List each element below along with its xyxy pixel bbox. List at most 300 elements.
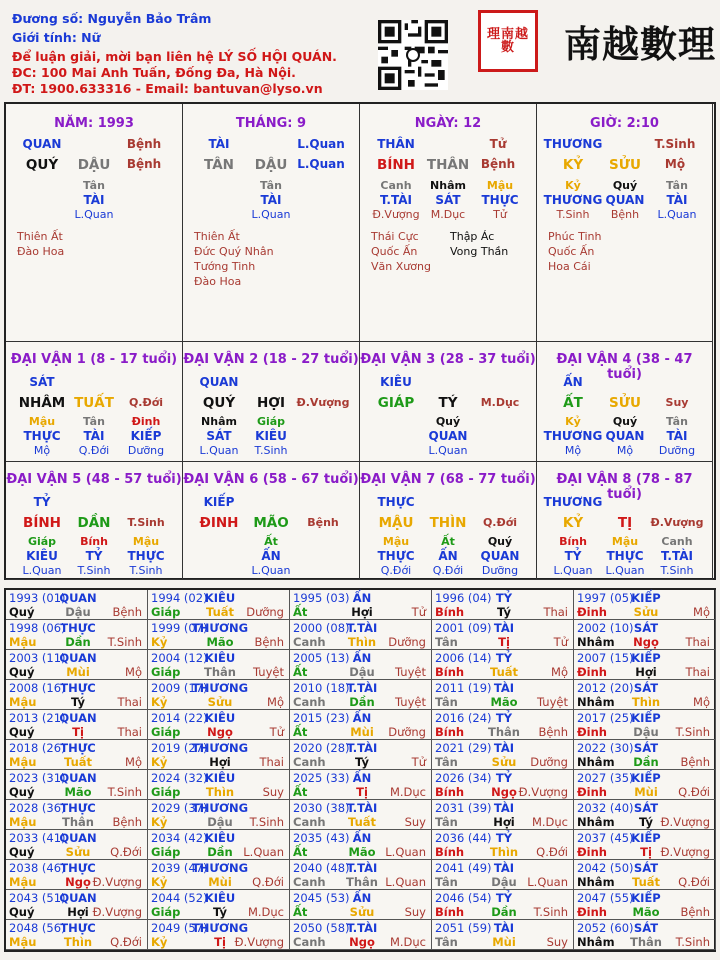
year-cell <box>6 890 148 920</box>
year-stage: M.Dục <box>531 815 568 829</box>
auspicious-star: Hoa Cái <box>548 260 591 273</box>
pillar-cell <box>6 104 183 342</box>
dai-van-stage: Bệnh <box>307 516 339 529</box>
year-stage: Bệnh <box>680 755 710 769</box>
dai-van-stage: Đ.Vượng <box>296 396 350 409</box>
auspicious-star: Đào Hoa <box>194 275 242 288</box>
year-ten-god: THỰC <box>60 921 96 935</box>
year-label: 2048 (56) <box>9 921 66 935</box>
hidden-stage: Bệnh <box>610 208 640 221</box>
year-cell <box>432 740 574 770</box>
year-label: 2041 (49) <box>435 861 492 875</box>
year-label: 2018 (26) <box>9 741 66 755</box>
dai-van-stem: MẬU <box>378 515 414 531</box>
year-branch: Sửu <box>491 755 517 769</box>
year-label: 2038 (46) <box>9 861 66 875</box>
year-label: 2032 (40) <box>577 801 634 815</box>
year-cell <box>148 830 290 860</box>
year-ten-god: ẤN <box>352 831 372 845</box>
year-branch: Mùi <box>492 935 516 949</box>
year-label: 2035 (43) <box>293 831 350 845</box>
dai-van-branch: MÃO <box>253 515 289 531</box>
year-stem: Quý <box>9 905 35 919</box>
pillar-stage: L.Quan <box>297 137 345 151</box>
hidden-stage: Q.Đới <box>78 444 110 457</box>
hidden-stem: Tân <box>666 415 688 428</box>
year-branch: Mùi <box>350 725 374 739</box>
year-cell <box>574 650 716 680</box>
dai-van-stage: M.Dục <box>480 396 520 409</box>
pillar-title: NGÀY: 12 <box>414 116 482 131</box>
pillar-stage: Tử <box>489 137 507 151</box>
year-cell <box>148 620 290 650</box>
year-ten-god: TÀI <box>493 621 515 635</box>
year-ten-god: QUAN <box>59 591 97 605</box>
year-stage: Q.Đới <box>678 875 710 889</box>
heavenly-stem: TÂN <box>204 157 234 173</box>
year-ten-god: KIÊU <box>204 651 236 665</box>
year-stage: M.Dục <box>389 935 426 949</box>
year-stage: Suy <box>262 785 284 799</box>
year-label: 2005 (13) <box>293 651 350 665</box>
year-stem: Ất <box>293 605 308 619</box>
hidden-stem: Canh <box>380 179 412 192</box>
year-cell <box>432 830 574 860</box>
dai-van-ten-god: THƯƠNG <box>543 495 603 509</box>
year-stage: Thai <box>543 605 568 619</box>
year-branch: Ngọ <box>349 935 375 949</box>
hidden-stem: Mậu <box>382 535 410 548</box>
year-label: 2007 (15) <box>577 651 634 665</box>
year-branch: Ngọ <box>65 875 91 889</box>
year-stage: L.Quan <box>385 875 426 889</box>
year-stem: Kỷ <box>151 875 168 889</box>
pillar-stage: T.Sinh <box>654 137 696 151</box>
year-ten-god: T.TÀI <box>346 921 378 935</box>
year-branch: Dần <box>65 635 91 649</box>
year-stem: Kỷ <box>151 815 168 829</box>
year-stage: Q.Đới <box>678 785 710 799</box>
year-ten-god: KIẾP <box>631 771 661 785</box>
year-label: 2045 (53) <box>293 891 350 905</box>
year-label: 2033 (41) <box>9 831 66 845</box>
auspicious-star: Quốc Ấn <box>548 245 595 258</box>
four-pillars-chart <box>4 102 716 580</box>
hidden-stage: Mộ <box>616 444 634 457</box>
year-label: 2047 (55) <box>577 891 634 905</box>
year-stage: Thai <box>685 635 710 649</box>
year-stage: L.Quan <box>385 845 426 859</box>
hidden-ten-god: KIÊU <box>255 429 287 443</box>
year-label: 2052 (60) <box>577 921 634 935</box>
year-cell <box>290 770 432 800</box>
year-label: 2006 (14) <box>435 651 492 665</box>
year-stem: Giáp <box>151 665 181 679</box>
qr-code-icon <box>378 20 448 90</box>
year-label: 2021 (29) <box>435 741 492 755</box>
year-stem: Tân <box>435 935 458 949</box>
year-stage: T.Sinh <box>675 935 710 949</box>
year-branch: Dậu <box>491 875 517 889</box>
dai-van-stem: BÍNH <box>23 515 61 531</box>
hidden-stage: Mộ <box>564 444 582 457</box>
pillar-title: THÁNG: 9 <box>235 116 307 131</box>
year-label: 2037 (45) <box>577 831 634 845</box>
hidden-stage: T.Sinh <box>77 564 111 577</box>
year-label: 2039 (47) <box>151 861 208 875</box>
hidden-stem: Đinh <box>131 415 161 428</box>
year-branch: Ngọ <box>633 635 659 649</box>
year-stem: Canh <box>293 755 326 769</box>
year-branch: Tý <box>355 755 369 769</box>
year-stage: Suy <box>546 935 568 949</box>
year-ten-god: TỶ <box>495 891 513 905</box>
hidden-stage: L.Quan <box>199 444 239 457</box>
hidden-ten-god: T.TÀI <box>380 193 412 207</box>
year-stage: M.Dục <box>389 785 426 799</box>
year-stem: Canh <box>293 875 326 889</box>
hidden-ten-god: THỰC <box>377 549 415 563</box>
inauspicious-star: Thập Ác <box>450 230 495 243</box>
hidden-stem: Kỷ <box>565 415 581 428</box>
hidden-ten-god: ẤN <box>261 549 281 563</box>
year-branch: Sửu <box>207 695 233 709</box>
year-stem: Ất <box>293 785 308 799</box>
hidden-ten-god: SÁT <box>206 429 232 443</box>
year-stage: Q.Đới <box>110 845 142 859</box>
year-label: 2004 (12) <box>151 651 208 665</box>
year-ten-god: THỰC <box>60 681 96 695</box>
year-stage: Tuyệt <box>395 695 426 709</box>
year-stage: M.Dục <box>247 905 284 919</box>
year-ten-god: SÁT <box>633 921 659 935</box>
year-stem: Mậu <box>9 875 37 889</box>
hidden-stage: M.Dục <box>430 208 466 221</box>
year-stem: Giáp <box>151 785 181 799</box>
year-label: 2028 (36) <box>9 801 66 815</box>
earthly-branch: THÂN <box>426 157 470 173</box>
auspicious-star: Tướng Tinh <box>194 260 256 273</box>
hidden-stem: Tân <box>83 415 105 428</box>
heavenly-stem: KỶ <box>562 157 584 173</box>
hidden-stage: T.Sinh <box>660 564 694 577</box>
year-stem: Ất <box>293 665 308 679</box>
year-label: 2029 (37) <box>151 801 208 815</box>
hidden-stage: L.Quan <box>251 564 291 577</box>
year-stem: Nhâm <box>577 815 615 829</box>
year-ten-god: SÁT <box>633 801 659 815</box>
year-ten-god: SÁT <box>633 681 659 695</box>
year-branch: Sửu <box>349 905 375 919</box>
year-stem: Bính <box>435 905 465 919</box>
year-branch: Dậu <box>65 605 91 619</box>
year-stem: Tân <box>435 875 458 889</box>
dai-van-ten-god: SÁT <box>29 375 55 389</box>
dai-van-title: ĐẠI VẬN 3 (28 - 37 tuổi) <box>360 352 536 367</box>
dai-van-cell <box>537 462 713 580</box>
dai-van-cell <box>537 342 713 462</box>
year-label: 2020 (28) <box>293 741 350 755</box>
year-ten-god: ẤN <box>352 771 372 785</box>
hidden-stage: T.Sinh <box>129 564 163 577</box>
year-cell <box>6 740 148 770</box>
year-label: 2012 (20) <box>577 681 634 695</box>
year-label: 1999 (07) <box>151 621 208 635</box>
dai-van-stem: GIÁP <box>377 395 415 411</box>
year-stage: Đ.Vượng <box>660 845 710 859</box>
dai-van-branch: THÌN <box>429 515 467 531</box>
year-ten-god: T.TÀI <box>346 681 378 695</box>
year-stem: Mậu <box>9 635 37 649</box>
year-stem: Ất <box>293 845 308 859</box>
year-stage: Mộ <box>125 755 142 769</box>
hidden-ten-god: THỰC <box>606 549 644 563</box>
year-stage: T.Sinh <box>675 725 710 739</box>
year-stem: Mậu <box>9 695 37 709</box>
year-cell <box>148 650 290 680</box>
dai-van-title: ĐẠI VẬN 8 (78 - 87 tuổi) <box>556 472 693 502</box>
year-cell <box>432 620 574 650</box>
auspicious-star: Thiên Ất <box>17 230 63 243</box>
year-stage: Đ.Vượng <box>92 875 142 889</box>
dai-van-cell <box>360 462 537 580</box>
hidden-stage: Dưỡng <box>127 444 165 457</box>
hidden-stem: Kỷ <box>565 179 581 192</box>
dai-van-cell <box>6 342 183 462</box>
year-ten-god: TÀI <box>493 681 515 695</box>
year-cell <box>148 770 290 800</box>
year-ten-god: TỶ <box>495 651 513 665</box>
hidden-stem: Quý <box>612 415 638 428</box>
hidden-stage: L.Quan <box>605 564 645 577</box>
year-branch: Thìn <box>631 695 661 709</box>
year-stage: Dưỡng <box>388 725 426 739</box>
hidden-ten-god: ẤN <box>438 549 458 563</box>
inauspicious-star: Vong Thần <box>450 245 509 258</box>
hidden-stage: Tử <box>493 208 507 221</box>
auspicious-star: Thái Cực <box>371 230 419 243</box>
year-label: 2030 (38) <box>293 801 350 815</box>
hidden-ten-god: THỰC <box>23 429 61 443</box>
year-ten-god: THƯƠNG <box>191 861 249 875</box>
year-cell <box>290 710 432 740</box>
hidden-ten-god: KIẾP <box>130 429 162 443</box>
year-stem: Canh <box>293 695 326 709</box>
year-stem: Tân <box>435 695 458 709</box>
year-stage: Thai <box>259 755 284 769</box>
yearly-luck-table <box>4 588 716 952</box>
year-cell <box>432 680 574 710</box>
red-seal-logo: 理南越數 <box>478 10 538 72</box>
hidden-stage: L.Quan <box>22 564 62 577</box>
year-cell <box>290 830 432 860</box>
owner-name: Đương số: Nguyễn Bảo Trâm <box>12 11 212 26</box>
year-cell <box>148 920 290 950</box>
year-stem: Kỷ <box>151 695 168 709</box>
hidden-ten-god: T.TÀI <box>661 549 693 563</box>
year-stage: Mộ <box>125 665 142 679</box>
dai-van-ten-god: QUAN <box>199 375 239 389</box>
year-branch: Mão <box>490 695 518 709</box>
year-branch: Tuất <box>489 665 519 679</box>
year-cell <box>6 830 148 860</box>
year-ten-god: SÁT <box>633 741 659 755</box>
year-cell <box>290 920 432 950</box>
hidden-stem: Tân <box>260 179 282 192</box>
dai-van-ten-god: THỰC <box>377 495 415 509</box>
dai-van-stem: QUÝ <box>202 395 236 411</box>
dai-van-stem: KỶ <box>562 515 584 531</box>
year-ten-god: T.TÀI <box>346 861 378 875</box>
hidden-ten-god: QUAN <box>605 429 645 443</box>
hidden-ten-god: THỰC <box>127 549 165 563</box>
year-branch: Mão <box>206 635 234 649</box>
year-stem: Mậu <box>9 755 37 769</box>
dai-van-branch: TÝ <box>438 395 458 411</box>
year-stem: Mậu <box>9 815 37 829</box>
year-ten-god: KIẾP <box>631 831 661 845</box>
hidden-stem: Nhâm <box>430 179 466 192</box>
year-label: 2026 (34) <box>435 771 492 785</box>
year-branch: Thân <box>630 935 662 949</box>
hidden-stem: Bính <box>559 535 587 548</box>
heavenly-stem: BÍNH <box>377 157 415 173</box>
year-cell <box>574 800 716 830</box>
pillar-cell <box>183 104 360 342</box>
year-branch: Dần <box>491 905 517 919</box>
year-stem: Ất <box>293 905 308 919</box>
phone-email-line[interactable]: ĐT: 1900.633316 - Email: bantuvan@lyso.vn <box>12 81 323 96</box>
pillar-stage: Bệnh <box>126 137 162 151</box>
year-stem: Mậu <box>9 935 37 949</box>
header <box>0 0 720 100</box>
year-stage: Dưỡng <box>530 755 568 769</box>
year-ten-god: TÀI <box>493 801 515 815</box>
year-label: 2027 (35) <box>577 771 634 785</box>
year-cell <box>574 890 716 920</box>
year-branch: Hợi <box>209 755 231 769</box>
earthly-branch: DẬU <box>77 157 111 173</box>
year-stage: Q.Đới <box>536 845 568 859</box>
year-ten-god: THƯƠNG <box>191 741 249 755</box>
hidden-stage: Q.Đới <box>380 564 412 577</box>
year-cell <box>290 890 432 920</box>
year-cell <box>290 680 432 710</box>
dai-van-title: ĐẠI VẬN 2 (18 - 27 tuổi) <box>183 352 359 367</box>
pillar-title: NĂM: 1993 <box>54 116 134 131</box>
year-branch: Mão <box>64 785 92 799</box>
year-stem: Quý <box>9 845 35 859</box>
year-label: 2034 (42) <box>151 831 208 845</box>
hidden-ten-god: QUAN <box>480 549 520 563</box>
hidden-stage: L.Quan <box>553 564 593 577</box>
hidden-stage: Dưỡng <box>481 564 519 577</box>
year-branch: Tuất <box>63 755 93 769</box>
hidden-ten-god: KIÊU <box>26 549 58 563</box>
hidden-ten-god: TÀI <box>666 429 688 443</box>
branch-stage: Bệnh <box>126 157 162 171</box>
year-branch: Thìn <box>347 635 377 649</box>
gender: Giới tính: Nữ <box>12 30 101 45</box>
year-branch: Mùi <box>66 665 90 679</box>
year-stage: Tử <box>411 605 426 619</box>
hidden-ten-god: SÁT <box>435 193 461 207</box>
year-stem: Canh <box>293 815 326 829</box>
year-stage: L.Quan <box>243 845 284 859</box>
year-stem: Đinh <box>577 725 607 739</box>
year-label: 2036 (44) <box>435 831 492 845</box>
year-stage: Thai <box>685 665 710 679</box>
year-ten-god: THỰC <box>60 621 96 635</box>
year-stem: Nhâm <box>577 695 615 709</box>
pillar-ten-god: THÂN <box>377 137 415 151</box>
year-stage: Thai <box>117 725 142 739</box>
year-cell <box>574 740 716 770</box>
earthly-branch: SỬU <box>609 157 641 173</box>
branch-stage: L.Quan <box>297 157 345 171</box>
year-ten-god: T.TÀI <box>346 621 378 635</box>
year-stem: Quý <box>9 665 35 679</box>
hidden-stage: L.Quan <box>657 208 697 221</box>
pillar-ten-god: TÀI <box>208 137 230 151</box>
year-branch: Tị <box>356 785 368 799</box>
year-stage: Bệnh <box>254 635 284 649</box>
year-cell <box>432 800 574 830</box>
pillar-title: GIỜ: 2:10 <box>590 116 659 131</box>
earthly-branch: DẬU <box>254 157 288 173</box>
pillar-ten-god: QUAN <box>22 137 62 151</box>
hidden-ten-god: TÀI <box>260 193 282 207</box>
dai-van-ten-god: KIẾP <box>203 495 235 509</box>
year-cell <box>432 770 574 800</box>
dai-van-cell <box>360 342 537 462</box>
hidden-ten-god: TÀI <box>666 193 688 207</box>
year-label: 2009 (17) <box>151 681 208 695</box>
year-ten-god: KIẾP <box>631 591 661 605</box>
hidden-stem: Tân <box>83 179 105 192</box>
year-stem: Kỷ <box>151 935 168 949</box>
year-cell <box>148 890 290 920</box>
year-label: 2042 (50) <box>577 861 634 875</box>
year-stem: Nhâm <box>577 635 615 649</box>
year-ten-god: ẤN <box>352 711 372 725</box>
year-stem: Bính <box>435 725 465 739</box>
hidden-stem: Bính <box>80 535 108 548</box>
year-ten-god: QUAN <box>59 711 97 725</box>
year-branch: Mão <box>632 905 660 919</box>
year-stem: Nhâm <box>577 755 615 769</box>
auspicious-star: Quốc Ấn <box>371 245 418 258</box>
year-stage: Suy <box>404 815 426 829</box>
hidden-stem: Ất <box>264 535 278 548</box>
year-stage: Tuyệt <box>253 665 284 679</box>
year-stage: Bệnh <box>112 605 142 619</box>
year-cell <box>6 770 148 800</box>
dai-van-branch: DẦN <box>77 515 111 531</box>
year-cell <box>290 590 432 620</box>
hidden-stem: Mậu <box>611 535 639 548</box>
year-branch: Tý <box>497 605 511 619</box>
year-stage: T.Sinh <box>533 905 568 919</box>
hidden-stage: L.Quan <box>251 208 291 221</box>
year-ten-god: QUAN <box>59 891 97 905</box>
hidden-stage: Mộ <box>33 444 51 457</box>
branch-stage: Mộ <box>664 157 686 171</box>
dai-van-ten-god: ẤN <box>563 375 583 389</box>
year-stage: T.Sinh <box>249 815 284 829</box>
year-branch: Tý <box>213 905 227 919</box>
year-ten-god: KIÊU <box>204 891 236 905</box>
